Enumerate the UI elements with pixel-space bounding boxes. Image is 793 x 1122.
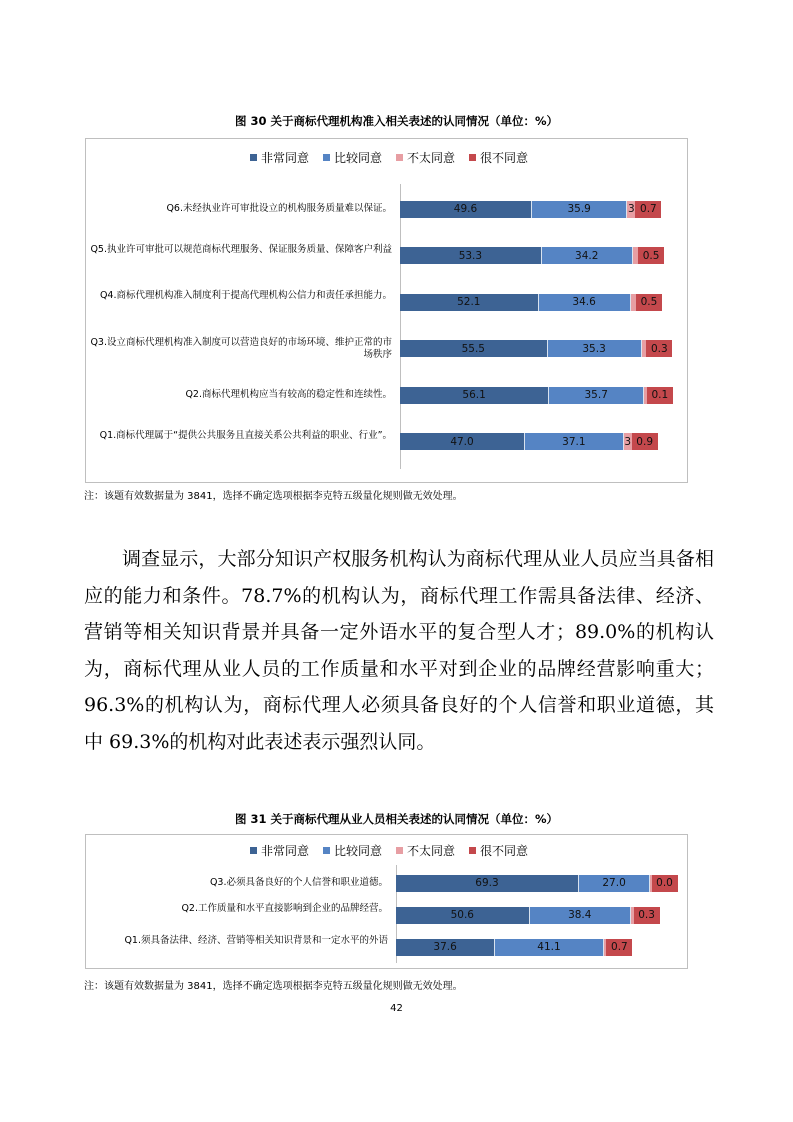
data-label: 37.1 <box>562 435 586 448</box>
legend-swatch <box>250 154 257 161</box>
legend-label: 很不同意 <box>480 844 529 858</box>
bar-segment <box>400 340 548 357</box>
legend-item <box>469 842 528 859</box>
data-label: 0.7 <box>611 941 628 953</box>
legend-item <box>250 149 309 166</box>
legend-swatch <box>469 154 476 161</box>
legend-item <box>396 149 455 166</box>
bar-segment <box>396 939 495 956</box>
data-label: 0.9 <box>636 435 653 448</box>
stacked-bar <box>400 294 662 311</box>
bar-segment <box>606 939 632 956</box>
bar-segment <box>400 247 542 264</box>
legend-swatch <box>396 847 403 854</box>
data-label: 38.4 <box>568 909 592 921</box>
legend-item <box>250 842 309 859</box>
row-label: Q2.商标代理机构应当有较高的稳定性和连续性。 <box>185 389 392 400</box>
bar-segment <box>532 201 627 218</box>
bar-segment <box>632 433 658 450</box>
stacked-bar <box>396 939 632 956</box>
stacked-bar <box>396 907 660 924</box>
bar-segment <box>636 294 662 311</box>
chart-axis-line <box>400 184 401 469</box>
data-label: 0.5 <box>640 296 658 308</box>
bar-segment <box>635 201 661 218</box>
legend-label: 不太同意 <box>407 151 456 165</box>
bar-segment <box>400 201 532 218</box>
data-label: 35.7 <box>584 389 608 401</box>
row-label: Q5.执业许可审批可以规范商标代理服务、保证服务质量、保障客户利益 <box>90 243 392 255</box>
page-number: 42 <box>390 1003 403 1014</box>
stacked-bar <box>400 433 658 450</box>
stacked-bar <box>400 387 673 404</box>
row-label: Q4.商标代理机构准入制度利于提高代理机构公信力和责任承担能力。 <box>99 290 392 301</box>
bar-segment <box>646 340 672 357</box>
legend-swatch <box>250 847 257 854</box>
row-label: Q6.未经执业许可审批设立的机构服务质量难以保证。 <box>166 203 392 214</box>
body-paragraph: 调查显示，大部分知识产权服务机构认为商标代理从业人员应当具备相应的能力和条件。78.7%的机构认为，商标代理工作需具备法律、经济、营销等相关知识背景并具备一定外语水平的复合型人才；89.0%的机构认为，商标代理从业人员的工作质量和水平对到企业的品牌经营影响重大；96.3%的机构认为，商标代理人必须具备良好的个人信誉和职业道德，其中 69.3%的机构对此表述表示强烈认同。 <box>84 548 714 753</box>
row-label: Q1.商标代理属于“提供公共服务且直接关系公共利益的职业、行业”。 <box>99 429 392 441</box>
data-label: 0.3 <box>638 909 655 921</box>
legend-swatch <box>396 154 403 161</box>
data-label: 52.1 <box>457 296 481 308</box>
bar-segment <box>652 875 678 892</box>
data-label: 47.0 <box>450 435 474 448</box>
legend-swatch <box>323 847 330 854</box>
data-label: 0.5 <box>642 249 660 262</box>
row-label: Q2.工作质量和水平直接影响到企业的品牌经营。 <box>181 903 388 914</box>
bar-segment <box>400 433 525 450</box>
chart-legend <box>250 842 528 859</box>
figure-31-chart <box>85 834 688 969</box>
data-label: 0.3 <box>650 342 668 355</box>
body-paragraph-container <box>84 541 714 761</box>
bar-segment <box>627 201 635 218</box>
data-label: 0.0 <box>656 877 673 889</box>
bar-segment <box>396 907 530 924</box>
data-label: 37.6 <box>433 941 457 953</box>
legend-item <box>469 149 528 166</box>
data-label: 34.6 <box>572 296 596 308</box>
bar-segment <box>579 875 650 892</box>
data-label: 27.0 <box>602 877 626 889</box>
legend-item <box>323 842 382 859</box>
bar-segment <box>548 340 642 357</box>
bar-segment <box>400 387 549 404</box>
data-label: 3 <box>624 435 632 448</box>
stacked-bar <box>400 247 664 264</box>
bar-segment <box>530 907 631 924</box>
data-label: 0.1 <box>651 389 669 401</box>
bar-segment <box>634 907 660 924</box>
data-label: 56.1 <box>462 389 486 401</box>
bar-segment <box>400 294 539 311</box>
data-label: 49.6 <box>453 203 478 215</box>
bar-segment <box>525 433 624 450</box>
legend-item <box>396 842 455 859</box>
legend-label: 比较同意 <box>334 844 383 858</box>
data-label: 41.1 <box>537 941 561 953</box>
data-label: 35.3 <box>582 342 606 355</box>
bar-segment <box>542 247 633 264</box>
row-label: Q3.必须具备良好的个人信誉和职业道德。 <box>209 877 388 888</box>
legend-label: 非常同意 <box>261 844 310 858</box>
legend-swatch <box>323 154 330 161</box>
data-label: 3 <box>628 203 635 215</box>
data-label: 53.3 <box>458 249 483 262</box>
legend-item <box>323 149 382 166</box>
legend-label: 非常同意 <box>261 151 310 165</box>
stacked-bar <box>400 340 672 357</box>
stacked-bar <box>396 875 678 892</box>
figure-31-note: 注：该题有效数据量为 3841，选择不确定选项根据李克特五级量化规则做无效处理。 <box>84 981 463 992</box>
legend-label: 很不同意 <box>480 151 529 165</box>
data-label: 0.7 <box>640 203 657 215</box>
bar-segment <box>495 939 604 956</box>
figure-30-chart <box>85 138 688 483</box>
stacked-bar <box>400 201 661 218</box>
figure-31-caption: 图 31 关于商标代理从业人员相关表述的认同情况（单位：%） <box>234 812 559 826</box>
bar-segment <box>638 247 664 264</box>
bar-segment <box>539 294 631 311</box>
data-label: 50.6 <box>450 909 474 921</box>
bar-segment <box>396 875 579 892</box>
data-label: 34.2 <box>575 249 599 262</box>
data-label: 69.3 <box>475 877 499 889</box>
data-label: 35.9 <box>567 203 591 215</box>
row-label: Q3.设立商标代理机构准入制度可以营造良好的市场环境、维护正常的市场秩序 <box>90 336 392 360</box>
bar-segment <box>549 387 644 404</box>
figure-30-note: 注：该题有效数据量为 3841，选择不确定选项根据李克特五级量化规则做无效处理。 <box>84 491 463 502</box>
row-label: Q1.须具备法律、经济、营销等相关知识背景和一定水平的外语 <box>124 935 388 946</box>
legend-label: 比较同意 <box>334 151 383 165</box>
data-label: 55.5 <box>461 342 485 355</box>
legend-label: 不太同意 <box>407 844 456 858</box>
legend-swatch <box>469 847 476 854</box>
bar-segment <box>647 387 673 404</box>
bar-segment <box>624 433 632 450</box>
chart-legend <box>250 149 528 166</box>
figure-30-caption: 图 30 关于商标代理机构准入相关表述的认同情况（单位：%） <box>234 114 559 128</box>
